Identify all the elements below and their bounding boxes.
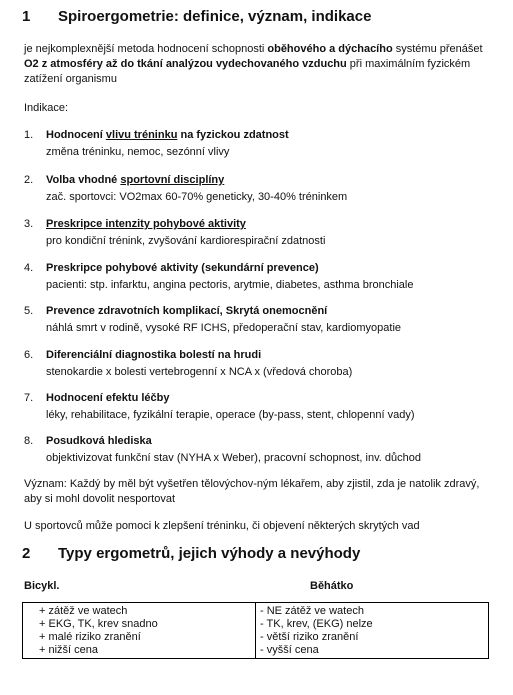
item-title-pre: Hodnocení efektu léčby [46, 392, 170, 404]
definition-text-2: systému přenášet [392, 43, 483, 55]
indications-label: Indikace: [24, 102, 69, 114]
definition-bold-1: oběhového a dýchacího [267, 43, 393, 55]
item-title-underlined: vlivu tréninku [105, 129, 178, 141]
bicycle-advantage: + nižší cena [39, 644, 99, 656]
section-1-title: Spiroergometrie: definice, význam, indikace [58, 8, 372, 25]
item-title-pre: Preskripce pohybové aktivity (sekundární prevence) [46, 262, 319, 274]
item-title [46, 172, 224, 188]
item-number: 4. [24, 262, 34, 274]
treadmill-disadvantage: - NE zátěž ve watech [260, 605, 364, 617]
section-2-title: Typy ergometrů, jejich výhody a nevýhody [58, 545, 361, 562]
item-number: 1. [24, 129, 34, 141]
item-title-pre: Diferenciální diagnostika bolestí na hrudi [46, 349, 262, 361]
item-description: pacienti: stp. infarktu, angina pectoris, arytmie, diabetes, asthma bronchiale [46, 279, 414, 291]
item-title-pre: Prevence zdravotních komplikací, Skrytá onemocnění [46, 305, 328, 317]
item-title-post: na fyzickou zdatnost [177, 129, 289, 141]
section-2-heading [22, 545, 360, 562]
item-number: 5. [24, 305, 34, 317]
section-1-heading [22, 8, 371, 25]
item-description: změna tréninku, nemoc, sezónní vlivy [46, 146, 230, 158]
definition-bold-2: O2 z atmosféry až do tkání analýzou vydechovaného vzduchu [24, 58, 347, 70]
treadmill-column-heading: Běhátko [310, 580, 354, 592]
treadmill-disadvantage: - vyšší cena [260, 644, 319, 656]
item-number: 6. [24, 349, 34, 361]
treadmill-cell [256, 603, 489, 659]
item-title [46, 390, 169, 406]
item-description: objektivizovat funkční stav (NYHA x Weber), pracovní schopnost, inv. důchod [46, 452, 421, 464]
bicycle-advantage: + EKG, TK, krev snadno [39, 618, 158, 630]
table-row [23, 603, 489, 659]
section-2-number: 2 [22, 545, 31, 562]
item-title [46, 433, 152, 449]
item-title-pre: Hodnocení [46, 129, 106, 141]
item-title [46, 216, 246, 232]
item-title-pre: Volba vhodné [46, 174, 121, 186]
athletes-paragraph: U sportovců může pomoci k zlepšení tréninku, či objevení některých skrytých vad [24, 520, 420, 532]
item-number: 7. [24, 392, 34, 404]
item-description: náhlá smrt v rodině, vysoké RF ICHS, předoperační stav, kardiomyopatie [46, 322, 402, 334]
bicycle-advantage: + zátěž ve watech [39, 605, 128, 617]
item-title [46, 303, 327, 319]
meaning-paragraph: Význam: Každý by měl být vyšetřen tělovýchov-ným lékařem, aby zjistil, zda je natolik zdravý, aby si mohl dovolit nesportovat [24, 478, 480, 505]
ergometer-comparison-table [22, 602, 489, 659]
item-description: léky, rehabilitace, fyzikální terapie, operace (by-pass, stent, chlopenní vady) [46, 409, 415, 421]
item-title [46, 127, 289, 143]
item-description: pro kondiční trénink, zvyšování kardiorespirační zdatnosti [46, 235, 326, 247]
treadmill-disadvantage: - větší riziko zranění [260, 631, 359, 643]
item-description: stenokardie x bolesti vertebrogenní x NCA x (vředová choroba) [46, 366, 353, 378]
item-number: 3. [24, 218, 34, 230]
item-title [46, 260, 319, 276]
bicycle-column-heading: Bicykl. [24, 580, 60, 592]
item-number: 8. [24, 435, 34, 447]
item-title [46, 347, 261, 363]
item-description: zač. sportovci: VO2max 60-70% geneticky, 30-40% tréninkem [46, 191, 348, 203]
definition-text-1: je nejkomplexnější metoda hodnocení schopnosti [24, 43, 268, 55]
bicycle-cell [23, 603, 256, 659]
bicycle-advantage: + malé riziko zranění [39, 631, 141, 643]
item-number: 2. [24, 174, 34, 186]
definition-text-3: při maximálním fyzickém zatížení organismu [24, 58, 471, 85]
item-title-underlined: sportovní disciplíny [120, 174, 225, 186]
definition-paragraph [24, 42, 496, 87]
item-title-pre: Posudková hlediska [46, 435, 152, 447]
treadmill-disadvantage: - TK, krev, (EKG) nelze [260, 618, 373, 630]
section-1-number: 1 [22, 8, 31, 25]
item-title-underlined: Preskripce intenzity pohybové aktivity [46, 218, 246, 230]
